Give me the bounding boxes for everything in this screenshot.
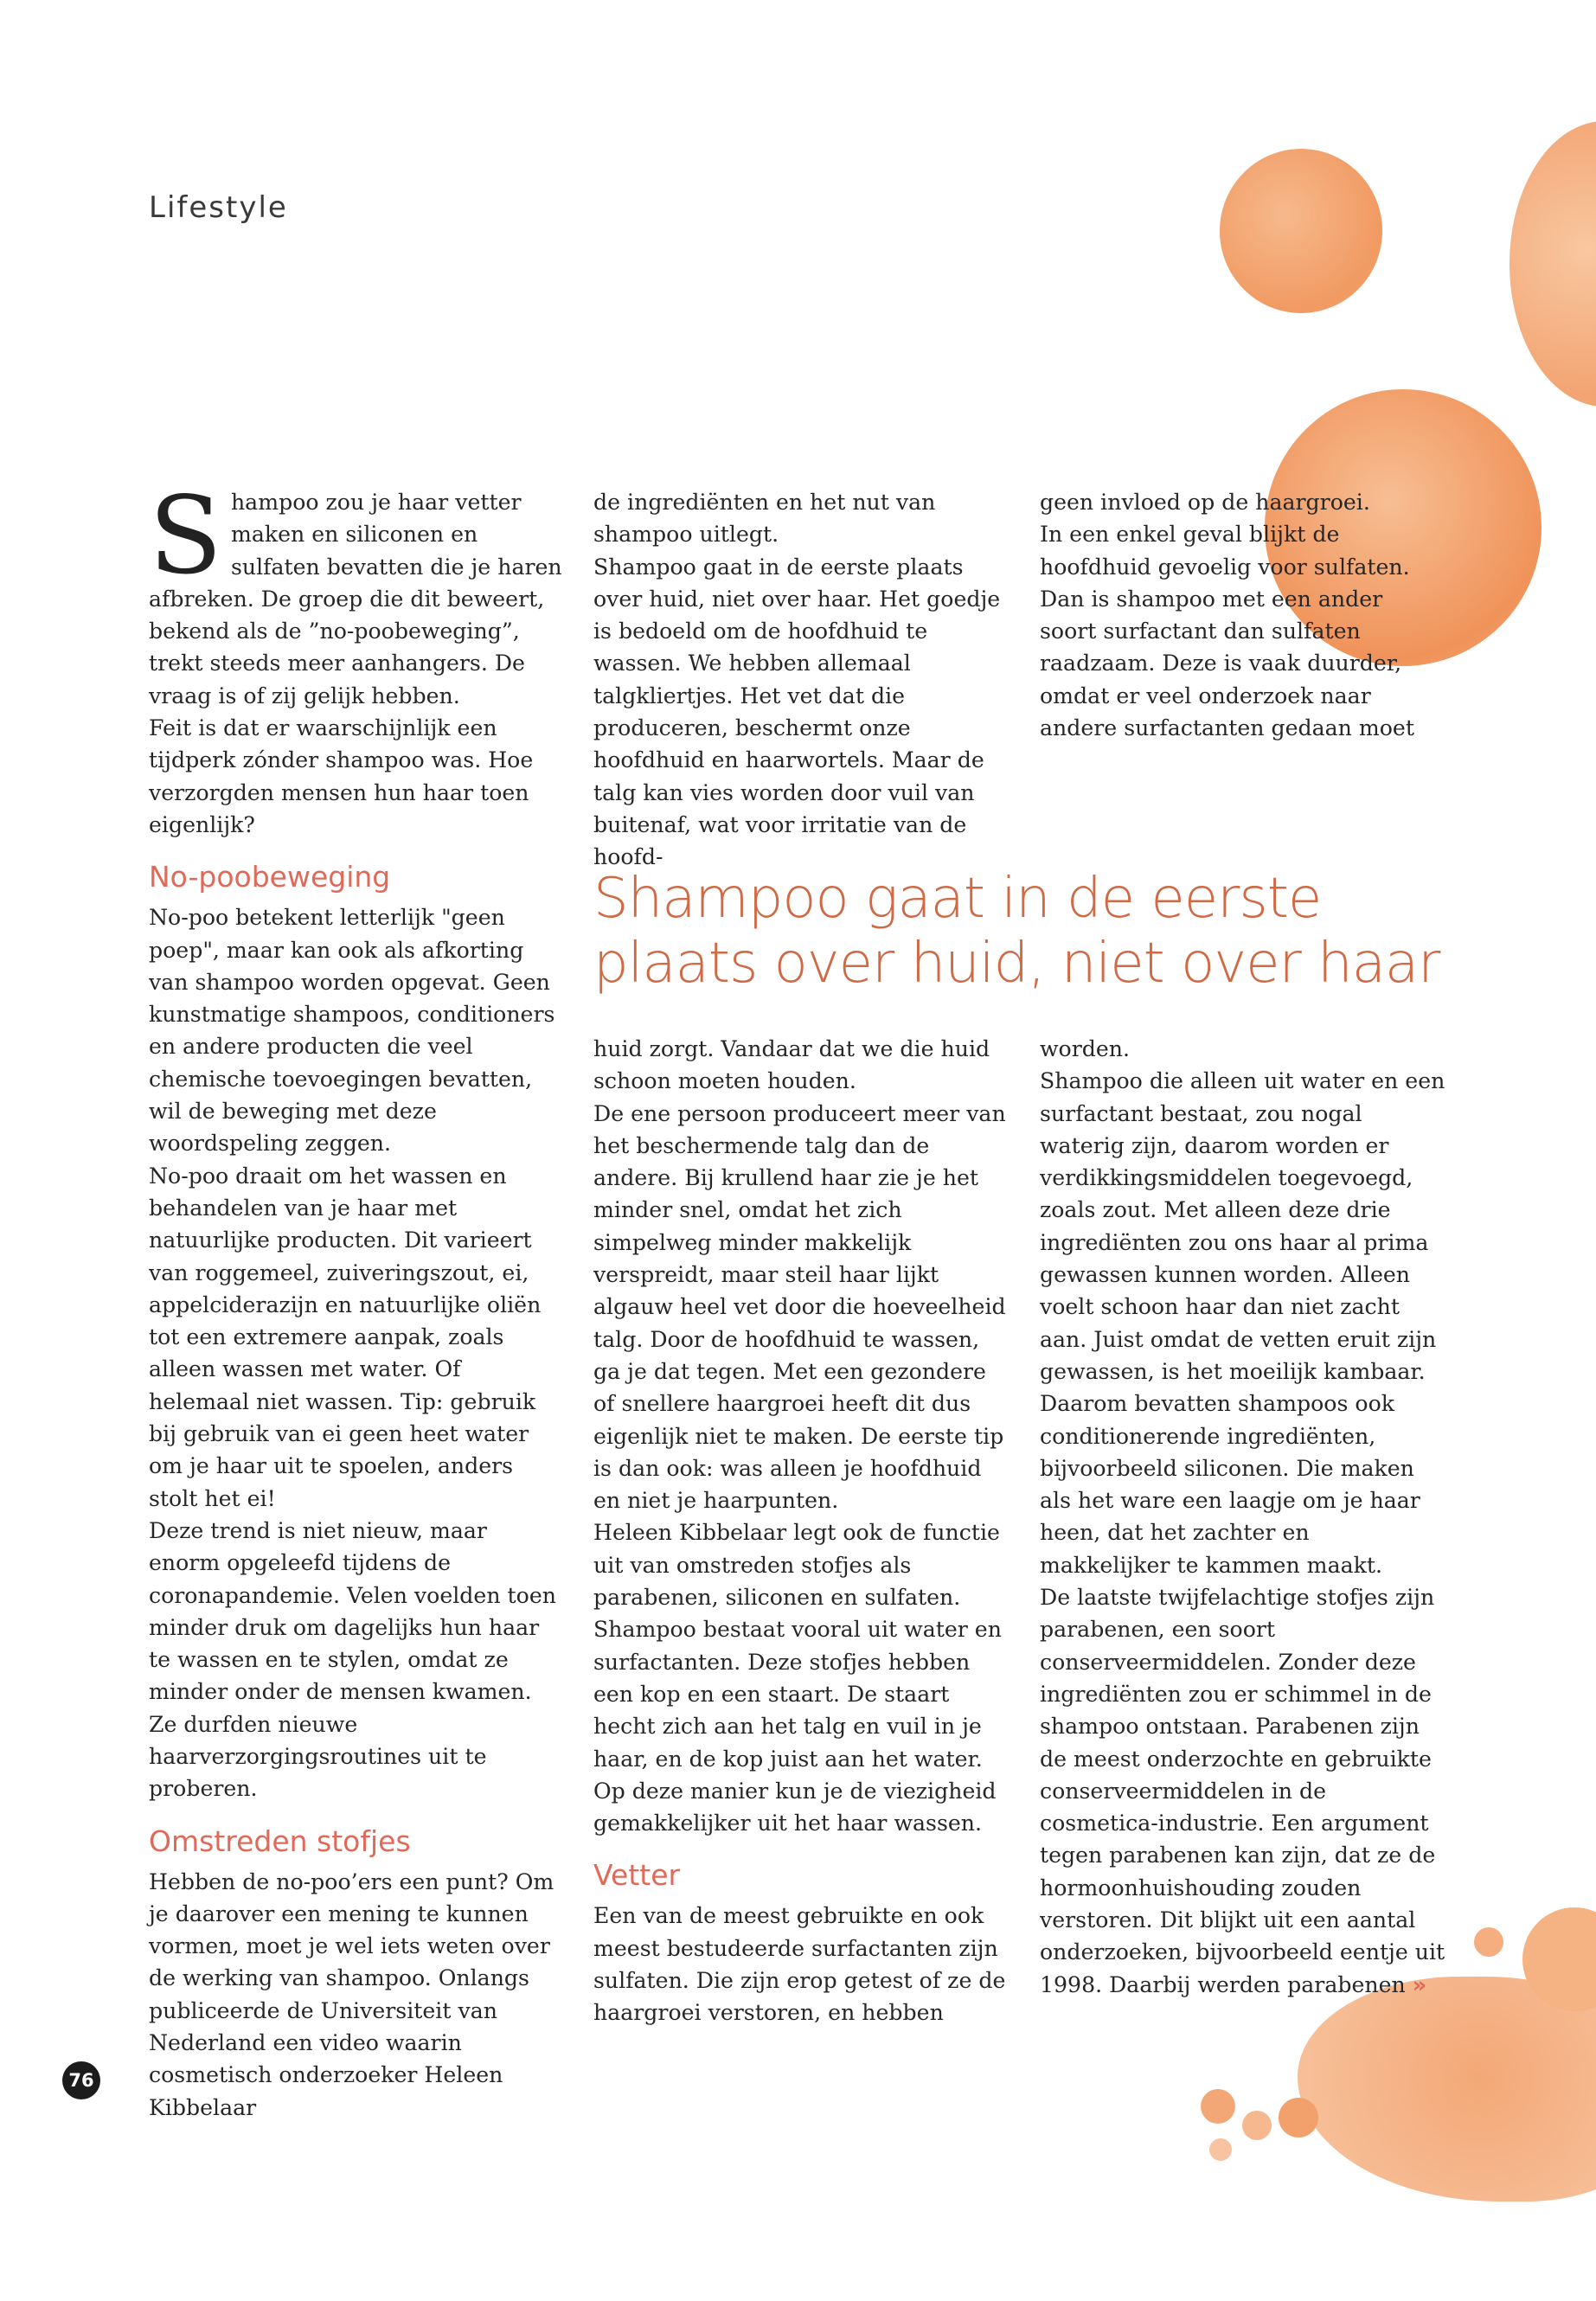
decorative-orange-circle-small [1220, 149, 1382, 313]
decorative-orange-dot-4 [1474, 1927, 1503, 1957]
page-number-badge: 76 [62, 2061, 100, 2099]
subhead-no-poobeweging: No-poobeweging [149, 860, 391, 894]
body-paragraph: No-poo draait om het wassen en behandelen van je haar met natuurlijke producten. Dit varieert van roggemeel, zuiveringszout, ei, appelciderazijn en natuurlijke oliën tot een extremere aanpak, zoals alleen wassen met water. Of helemaal niet wassen. Tip: gebruik bij gebruik van ei geen heet water om je haar uit te spoelen, anders stolt het ei! [149, 1163, 542, 1511]
body-paragraph: Shampoo gaat in de eerste plaats over huid, niet over haar. Het goedje is bedoeld om de hoofdhuid te wassen. We hebben allemaal talgkliertjes. Het vet dat die produceren, beschermt onze hoofdhuid en haarwortels. Maar de talg kan vies worden door vuil van buitenaf, wat voor irritatie van de hoofd- [593, 554, 1001, 870]
body-paragraph: Shampoo die alleen uit water en een surfactant bestaat, zou nogal waterig zijn, daarom worden er verdikkingsmiddelen toegevoegd, zoals zout. Met alleen deze drie ingrediënten zou ons haar al prima gewassen kunnen worden. Alleen voelt schoon haar dan niet zacht aan. Juist omdat de vetten eruit zijn gewassen, is het moeilijk kambaar. Daarom bevatten shampoos ook conditionerende ingrediënten, bijvoorbeeld siliconen. Die maken als het ware een laagje om je haar heen, dat het zachter en makkelijker te kammen maakt. [1040, 1068, 1445, 1578]
drop-cap: S [149, 474, 222, 599]
decorative-orange-dot-2 [1242, 2111, 1272, 2140]
body-paragraph: huid zorgt. Vandaar dat we die huid schoon moeten houden. [593, 1036, 990, 1094]
body-paragraph: In een enkel geval blijkt de hoofdhuid gevoelig voor sulfaten. Dan is shampoo met een ander soort surfactant dan sulfaten raadzaam. Deze is vaak duurder, omdat er veel onderzoek naar andere surfactanten gedaan moet [1040, 522, 1414, 741]
body-paragraph: de ingrediënten en het nut van shampoo uitlegt. [593, 490, 936, 548]
article-column-1 [149, 474, 562, 2124]
body-paragraph: Feit is dat er waarschijnlijk een tijdperk zónder shampoo was. Hoe verzorgden mensen hun haar toen eigenlijk? [149, 715, 534, 837]
decorative-orange-dot-3 [1279, 2098, 1318, 2138]
article-column-3-top [1040, 486, 1438, 744]
intro-text: hampoo zou je haar vetter maken en siliconen en sulfaten bevatten die je haren afbreken. De groep die dit beweert, bekend als de ”no-poobeweging”, trekt steeds meer aanhangers. De vraag is of zij gelijk hebben. [149, 490, 562, 708]
decorative-orange-splash-main [1298, 1977, 1596, 2202]
article-column-3-bottom [1040, 1033, 1446, 2001]
body-paragraph: Deze trend is niet nieuw, maar enorm opgeleefd tijdens de coronapandemie. Velen voelden toen minder druk om dagelijks hun haar te wassen en te stylen, omdat ze minder onder de mensen kwamen. Ze durfden nieuwe haarverzorgingsroutines uit te proberen. [149, 1517, 556, 1802]
decorative-orange-dot-5 [1209, 2138, 1232, 2161]
subhead-vetter: Vetter [593, 1858, 681, 1893]
body-paragraph: De ene persoon produceert meer van het beschermende talg dan de andere. Bij krullend haar zie je het minder snel, omdat het zich simpelweg minder makkelijk verspreidt, maar steil haar lijkt algauw heel vet door die hoeveelheid talg. Door de hoofdhuid te wassen, ga je dat tegen. Met een gezondere of snellere haargroei heeft dit dus eigenlijk niet te maken. De eerste tip is dan ook: was alleen je hoofdhuid en niet je haarpunten. [593, 1100, 1006, 1514]
decorative-orange-circle-edge [1509, 121, 1596, 407]
article-column-2-bottom [593, 1033, 1007, 2029]
intro-paragraph [149, 474, 562, 712]
body-paragraph: Een van de meest gebruikte en ook meest bestudeerde surfactanten zijn sulfaten. Die zijn erop getest of ze de haargroei verstoren, en hebben [593, 1903, 1006, 2026]
body-paragraph: Hebben de no-poo’ers een punt? Om je daarover een mening te kunnen vormen, moet je wel iets weten over de werking van shampoo. Onlangs publiceerde de Universiteit van Nederland een video waarin cosmetisch onderzoeker Heleen Kibbelaar [149, 1868, 554, 2120]
double-chevron-right-icon: » [1412, 1971, 1422, 1997]
subhead-omstreden-stofjes: Omstreden stofjes [149, 1823, 411, 1858]
body-paragraph [1040, 1581, 1446, 2001]
body-paragraph: geen invloed op de haargroei. [1040, 490, 1370, 515]
body-paragraph: Heleen Kibbelaar legt ook de functie uit van omstreden stofjes als parabenen, siliconen en sulfaten. Shampoo bestaat vooral uit water en surfactanten. Deze stofjes hebben een kop en een staart. De staart hecht zich aan het talg en vuil in je haar, en de kop juist aan het water. Op deze manier kun je de viezigheid gemakkelijker uit het haar wassen. [593, 1520, 1002, 1836]
last-paragraph-text: De laatste twijfelachtige stofjes zijn parabenen, een soort conserveermiddelen. Zonder deze ingrediënten zou er schimmel in de shampoo ontstaan. Parabenen zijn de meest onderzochte en gebruikte conserveermiddelen in de cosmetica-industrie. Een argument tegen parabenen kan zijn, dat ze de hormoonhuishouding zouden verstoren. Dit blijkt uit een aantal onderzoeken, bijvoorbeeld eentje uit 1998. Daarbij werden parabenen [1040, 1585, 1445, 1997]
pull-quote: Shampoo gaat in de eerste plaats over huid, niet over haar [593, 867, 1440, 996]
article-column-2-top [593, 486, 1007, 874]
section-label: Lifestyle [149, 190, 288, 225]
decorative-orange-dot-1 [1201, 2089, 1235, 2124]
body-paragraph: worden. [1040, 1036, 1131, 1061]
body-paragraph: No-poo betekent letterlijk "geen poep", maar kan ook als afkorting van shampoo worden opgevat. Geen kunstmatige shampoos, conditioners en andere producten die veel chemische toevoegingen bevatten, wil de beweging met deze woordspeling zeggen. [149, 905, 555, 1157]
